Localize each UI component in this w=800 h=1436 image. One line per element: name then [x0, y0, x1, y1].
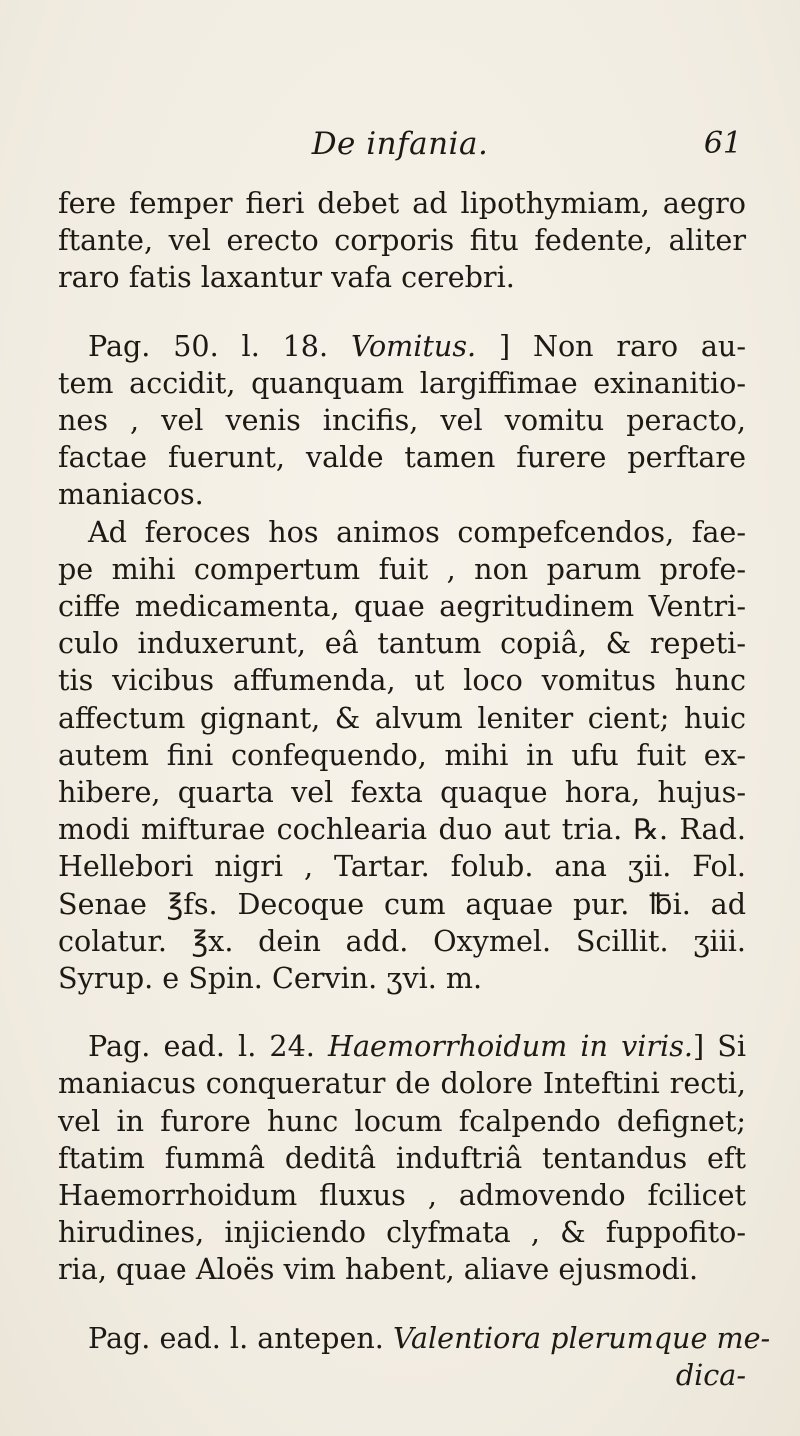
text-line: Senae ℥fs. Decoque cum aquae pur. ℔i. ad — [58, 886, 746, 921]
text-line: hibere, quarta vel fexta quaque hora, hujus- — [58, 775, 746, 810]
citation-continuation: ] Si — [692, 1029, 746, 1064]
text-line — [58, 1320, 771, 1357]
text-line: ftatim fummâ deditâ induftriâ tentandus eft — [58, 1140, 746, 1175]
paragraph-2 — [58, 328, 746, 998]
text-line: Hellebori nigri , Tartar. folub. ana ʒii. Fol. — [58, 849, 746, 884]
section-title: Haemorrhoidum in viris. — [328, 1029, 693, 1064]
text-line: modi mifturae cochlearia duo aut tria. ℞. Rad. — [58, 812, 746, 847]
text-line: nes , vel venis incifis, vel vomitu peracto, — [58, 403, 746, 438]
text-line — [58, 1028, 746, 1065]
page-number: 61 — [703, 126, 742, 161]
citation-continuation: ] Non raro au- — [476, 328, 746, 363]
text-line: ciffe medicamenta, quae aegritudinem Ventri- — [58, 589, 746, 624]
section-title: Vomitus. — [350, 328, 477, 363]
text-line: raro fatis laxantur vafa cerebri. — [58, 260, 515, 295]
text-line: pe mihi compertum fuit , non parum profe- — [58, 551, 746, 586]
text-line — [58, 328, 746, 365]
text-line: Syrup. e Spin. Cervin. ʒvi. m. — [58, 961, 483, 996]
text-line: tem accidit, quanquam largiffimae exinanitio- — [58, 365, 746, 400]
text-line: maniacus conqueratur de dolore Inteftini recti, — [58, 1066, 746, 1101]
text-line: hirudines, injiciendo clyfmata , & fuppofito- — [58, 1215, 746, 1250]
text-line: ftante, vel erecto corporis fitu fedente, aliter — [58, 223, 746, 258]
page-header — [0, 126, 800, 170]
text-line: culo induxerunt, eâ tantum copiâ, & repeti- — [58, 626, 746, 661]
text-line: ria, quae Aloës vim habent, aliave ejusmodi. — [58, 1252, 699, 1287]
text-line: fere femper fieri debet ad lipothymiam, aegro — [58, 186, 746, 220]
citation: Pag. 50. l. 18. — [88, 328, 351, 363]
text-line: affectum gignant, & alvum leniter cient; huic — [58, 700, 746, 735]
text-line: vel in furore hunc locum fcalpendo defignet; — [58, 1103, 746, 1138]
text-line: maniacos. — [58, 477, 204, 512]
text-line: Ad feroces hos animos compefcendos, fae- — [88, 514, 746, 549]
paragraph-3 — [58, 1028, 746, 1288]
paragraph-1 — [58, 185, 746, 297]
text-line: autem fini confequendo, mihi in ufu fuit ex- — [58, 737, 746, 772]
citation: Pag. ead. l. antepen. — [88, 1320, 393, 1355]
text-line: tis vicibus affumenda, ut loco vomitus hunc — [58, 663, 746, 698]
text-line: colatur. ℥x. dein add. Oxymel. Scillit. ʒiii. — [58, 923, 746, 958]
catchword: dica- — [675, 1357, 746, 1392]
section-title: Valentiora plerumque me- — [392, 1320, 771, 1355]
paragraph-4 — [58, 1320, 771, 1394]
text-line: Haemorrhoidum fluxus , admovendo fcilicet — [58, 1178, 746, 1213]
citation: Pag. ead. l. 24. — [88, 1029, 329, 1064]
body-text — [58, 185, 771, 1394]
running-title: De infania. — [311, 126, 489, 162]
text-line: factae fuerunt, valde tamen furere perftare — [58, 440, 746, 475]
